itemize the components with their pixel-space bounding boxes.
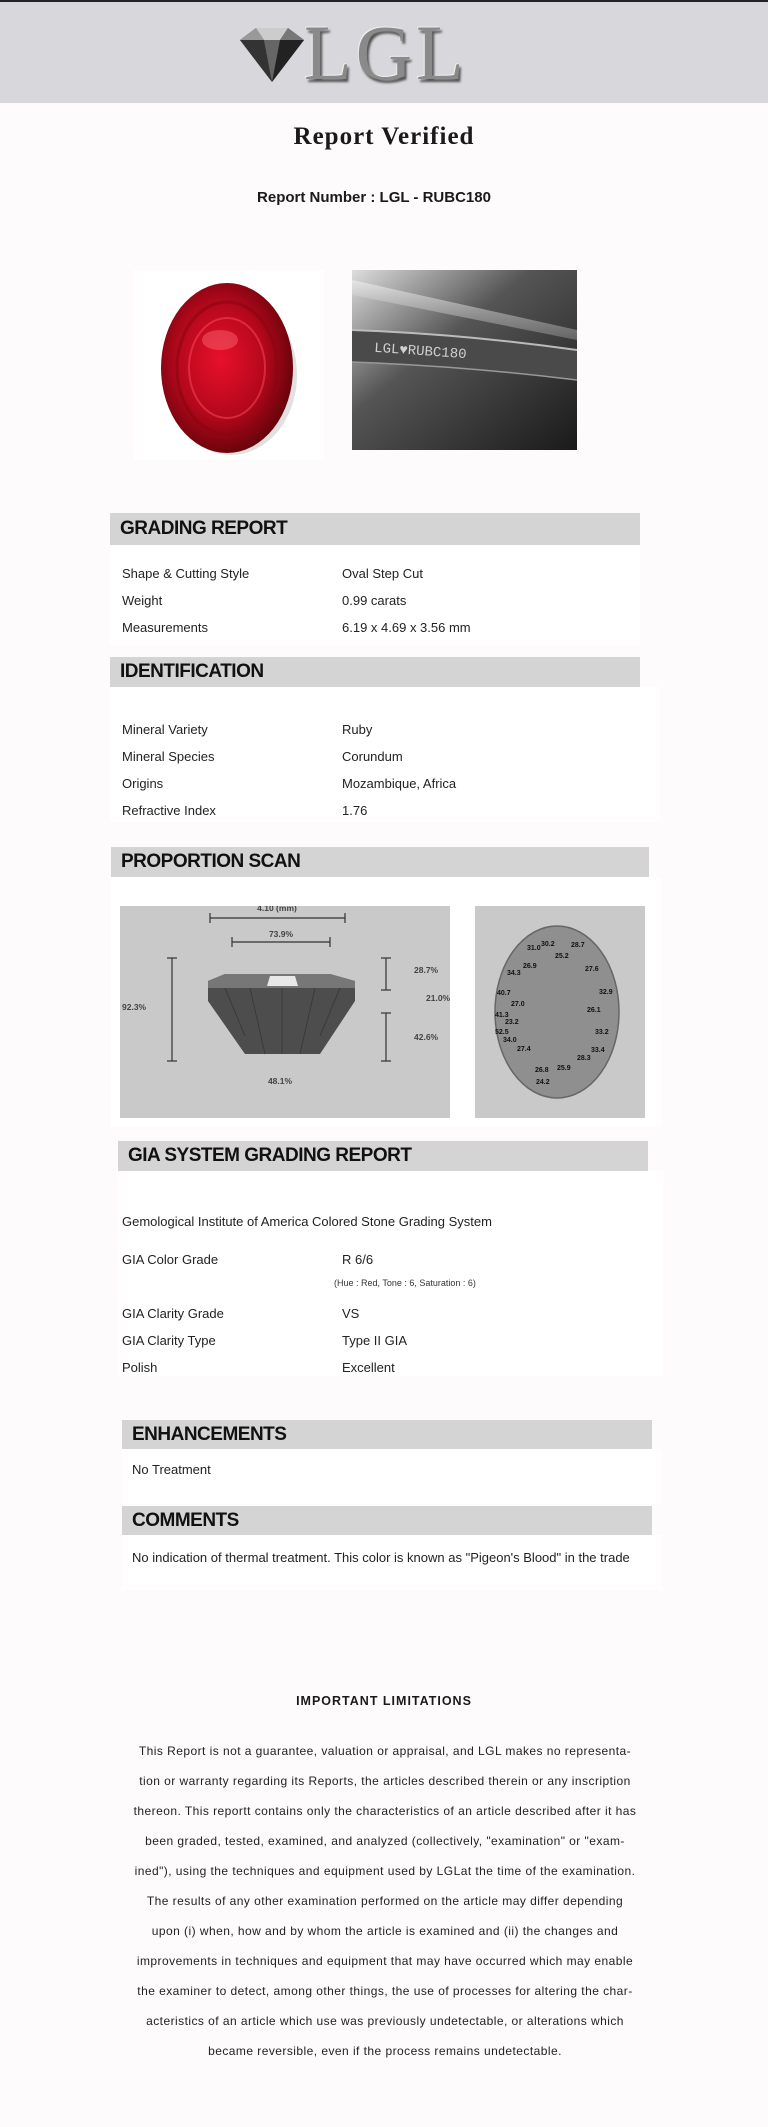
scan-crown-label: 28.7% (414, 965, 439, 975)
row-label: GIA Clarity Type (122, 1333, 216, 1348)
depth-reading: 33.4 (591, 1047, 605, 1054)
row-value: 1.76 (342, 803, 368, 818)
gemstone-photo (134, 270, 324, 460)
depth-reading: 26.8 (535, 1067, 549, 1074)
limitations-line: became reversible, even if the process remains undetectable. (208, 2044, 562, 2058)
page-title: Report Verified (293, 123, 475, 150)
depth-reading: 25.2 (555, 953, 569, 960)
proportion-scan-heading: PROPORTION SCAN (111, 847, 649, 877)
scan-width-label: 4.10 (mm) (257, 906, 297, 913)
comments-text: No indication of thermal treatment. This color is known as "Pigeon's Blood" in the trade (132, 1550, 630, 1565)
row-value: Ruby (342, 722, 373, 737)
row-label: Measurements (122, 620, 208, 635)
gia-report-heading: GIA SYSTEM GRADING REPORT (118, 1141, 648, 1171)
enhancements-panel (122, 1449, 662, 1504)
depth-reading: 41.3 (495, 1012, 509, 1019)
gia-system-name: Gemological Institute of America Colored Stone Grading System (122, 1214, 492, 1229)
row-value: Type II GIA (342, 1333, 408, 1348)
identification-heading: IDENTIFICATION (110, 657, 640, 687)
limitations-line: thereon. This reportt contains only the characteristics of an article described after it has (133, 1804, 637, 1818)
depth-reading: 52.5 (495, 1029, 509, 1036)
row-label: Weight (122, 593, 163, 608)
enhancements-text: No Treatment (132, 1462, 211, 1477)
depth-reading: 28.7 (571, 942, 585, 949)
lgl-logo[interactable] (232, 9, 492, 96)
depth-reading: 27.6 (585, 966, 599, 973)
depth-reading: 24.2 (536, 1079, 550, 1086)
depth-reading: 25.9 (557, 1065, 571, 1072)
inscription-photo (352, 270, 577, 450)
scan-pavilion-label: 42.6% (414, 1032, 439, 1042)
depth-reading: 26.9 (523, 963, 537, 970)
grading-report-heading: GRADING REPORT (110, 513, 640, 545)
scan-depth-label: 92.3% (122, 1002, 147, 1012)
row-label: Polish (122, 1360, 158, 1375)
limitations-line: This Report is not a guarantee, valuation or appraisal, and LGL makes no representa- (138, 1744, 632, 1758)
row-label: Mineral Variety (122, 722, 208, 737)
diamond-icon (232, 22, 312, 86)
limitations-line: ined"), using the techniques and equipment used by LGLat the time of the examination. (134, 1864, 636, 1878)
limitations-line: The results of any other examination performed on the article may differ depending (146, 1894, 624, 1908)
row-label: Refractive Index (122, 803, 216, 818)
row-label: Shape & Cutting Style (122, 566, 250, 581)
inscription-text: LGL♥RUBC180 (373, 340, 467, 364)
gem-profile-shape (208, 974, 355, 1054)
row-value: Corundum (342, 749, 403, 764)
limitations-line: tion or warranty regarding its Reports, the articles described therein or any inscription (139, 1774, 631, 1788)
limitations-line: upon (i) when, how and by whom the article is examined and (ii) the changes and (151, 1924, 619, 1938)
depth-reading: 33.2 (595, 1029, 609, 1036)
logo-text: LGL (304, 9, 468, 96)
depth-reading: 34.0 (503, 1037, 517, 1044)
scan-table-label: 73.9% (268, 929, 294, 939)
row-label: GIA Color Grade (122, 1252, 219, 1267)
limitations-line: improvements in techniques and equipment that may have occurred which may enable (136, 1954, 634, 1968)
enhancements-heading: ENHANCEMENTS (122, 1420, 652, 1449)
header-banner (0, 0, 768, 103)
comments-heading: COMMENTS (122, 1506, 652, 1535)
comments-panel (122, 1535, 662, 1590)
color-grade-note: (Hue : Red, Tone : 6, Saturation : 6) (334, 1278, 476, 1288)
row-label: GIA Clarity Grade (122, 1306, 224, 1321)
limitations-line: been graded, tested, examined, and analyzed (collectively, "examination" or "exam- (145, 1834, 625, 1848)
depth-reading: 34.3 (507, 970, 521, 977)
row-value: 0.99 carats (342, 593, 407, 608)
depth-reading: 32.9 (599, 989, 613, 996)
gia-report-panel (118, 1171, 663, 1376)
row-value: R 6/6 (342, 1252, 374, 1267)
limitations-line: the examiner to detect, among other things, the use of processes for altering the char- (137, 1984, 633, 1998)
depth-reading: 23.2 (505, 1019, 519, 1026)
row-value: 6.19 x 4.69 x 3.56 mm (342, 620, 471, 635)
depth-reading: 26.1 (587, 1007, 601, 1014)
proportion-top-view (475, 906, 645, 1118)
row-label: Mineral Species (122, 749, 215, 764)
proportion-side-view (120, 906, 450, 1118)
scan-culet-label: 48.1% (267, 1076, 293, 1086)
row-value: Oval Step Cut (342, 566, 423, 581)
report-number: Report Number : LGL - RUBC180 (257, 189, 491, 206)
grading-report-panel (110, 545, 640, 645)
row-value: VS (342, 1306, 360, 1321)
row-value: Excellent (342, 1360, 395, 1375)
row-label: Origins (122, 776, 164, 791)
depth-reading: 28.3 (577, 1055, 591, 1062)
depth-reading: 27.4 (517, 1046, 531, 1053)
row-value: Mozambique, Africa (342, 776, 457, 791)
depth-reading: 27.0 (511, 1001, 525, 1008)
limitations-line: acteristics of an article which use was previously undetectable, or alterations which (146, 2014, 624, 2028)
depth-reading: 30.2 (541, 941, 555, 948)
scan-girdle-label: 21.0% (426, 993, 450, 1003)
limitations-text (122, 1736, 648, 2066)
depth-reading: 40.7 (497, 990, 511, 997)
depth-reading: 31.0 (527, 945, 541, 952)
limitations-heading: IMPORTANT LIMITATIONS (296, 1694, 472, 1708)
identification-panel (110, 687, 660, 822)
